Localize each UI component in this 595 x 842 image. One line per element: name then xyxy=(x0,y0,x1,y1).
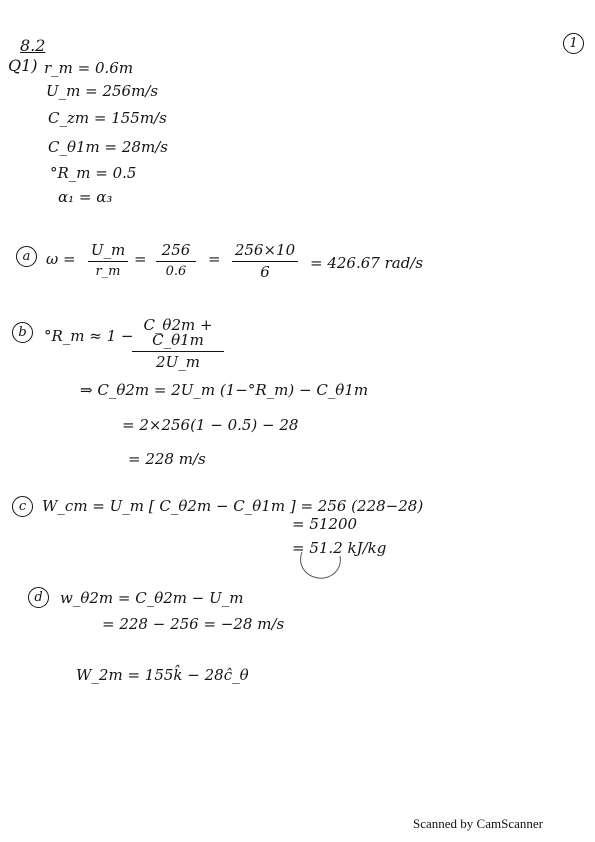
part-b-label: b xyxy=(12,322,33,343)
given-line: r_m = 0.6m xyxy=(44,59,134,77)
given-line: U_m = 256m/s xyxy=(46,82,159,100)
fraction-denominator: 0.6 xyxy=(165,264,187,279)
fraction-numerator: U_m xyxy=(88,243,128,262)
part-c-label: c xyxy=(12,496,33,517)
equals-sign: = xyxy=(134,250,147,268)
scribble-stroke xyxy=(301,552,341,578)
part-a-label: a xyxy=(16,246,37,267)
part-b-fraction xyxy=(132,318,224,370)
part-a-lhs: ω = xyxy=(46,250,76,268)
section-number: 8.2 xyxy=(20,36,46,55)
part-c-line: = 51200 xyxy=(292,515,358,533)
fraction-denominator: 2U_m xyxy=(156,353,200,371)
given-line: C_zm = 155m/s xyxy=(48,109,167,127)
part-c-line: W_cm = U_m [ C_θ2m − C_θ1m ] = 256 (228−28) xyxy=(42,497,424,515)
given-line: α₁ = α₃ xyxy=(58,188,113,206)
equals-sign: = xyxy=(208,250,221,268)
part-d-line: W_2m = 155k̂ − 28ĉ_θ xyxy=(76,666,249,684)
part-a-fraction-2 xyxy=(156,243,196,278)
part-b-line: = 228 m/s xyxy=(128,450,206,468)
given-line: C_θ1m = 28m/s xyxy=(48,138,168,156)
part-b-line: ⇒ C_θ2m = 2U_m (1−°R_m) − C_θ1m xyxy=(80,381,369,399)
fraction-denominator: 6 xyxy=(260,263,270,281)
question-label: Q1) xyxy=(8,56,38,75)
part-a-fraction-1 xyxy=(88,243,128,278)
part-c-line: = 51.2 kJ/kg xyxy=(292,539,387,557)
fraction-numerator: C_θ2m + C_θ1m xyxy=(132,318,224,352)
part-d-label: d xyxy=(28,587,49,608)
part-a-result: = 426.67 rad/s xyxy=(310,254,424,272)
fraction-numerator: 256×10 xyxy=(232,243,298,262)
page-number-badge: 1 xyxy=(563,33,584,54)
part-a-fraction-3 xyxy=(232,243,298,280)
scribble-mark xyxy=(296,548,346,582)
fraction-numerator: 256 xyxy=(156,243,196,262)
fraction-denominator: r_m xyxy=(95,264,121,279)
part-d-line: w_θ2m = C_θ2m − U_m xyxy=(60,589,244,607)
part-b-line: = 2×256(1 − 0.5) − 28 xyxy=(122,416,299,434)
given-line: °R_m = 0.5 xyxy=(50,164,137,182)
scanner-watermark: Scanned by CamScanner xyxy=(413,816,543,831)
part-b-lhs: °R_m ≈ 1 − xyxy=(44,327,134,345)
part-d-line: = 228 − 256 = −28 m/s xyxy=(102,615,285,633)
